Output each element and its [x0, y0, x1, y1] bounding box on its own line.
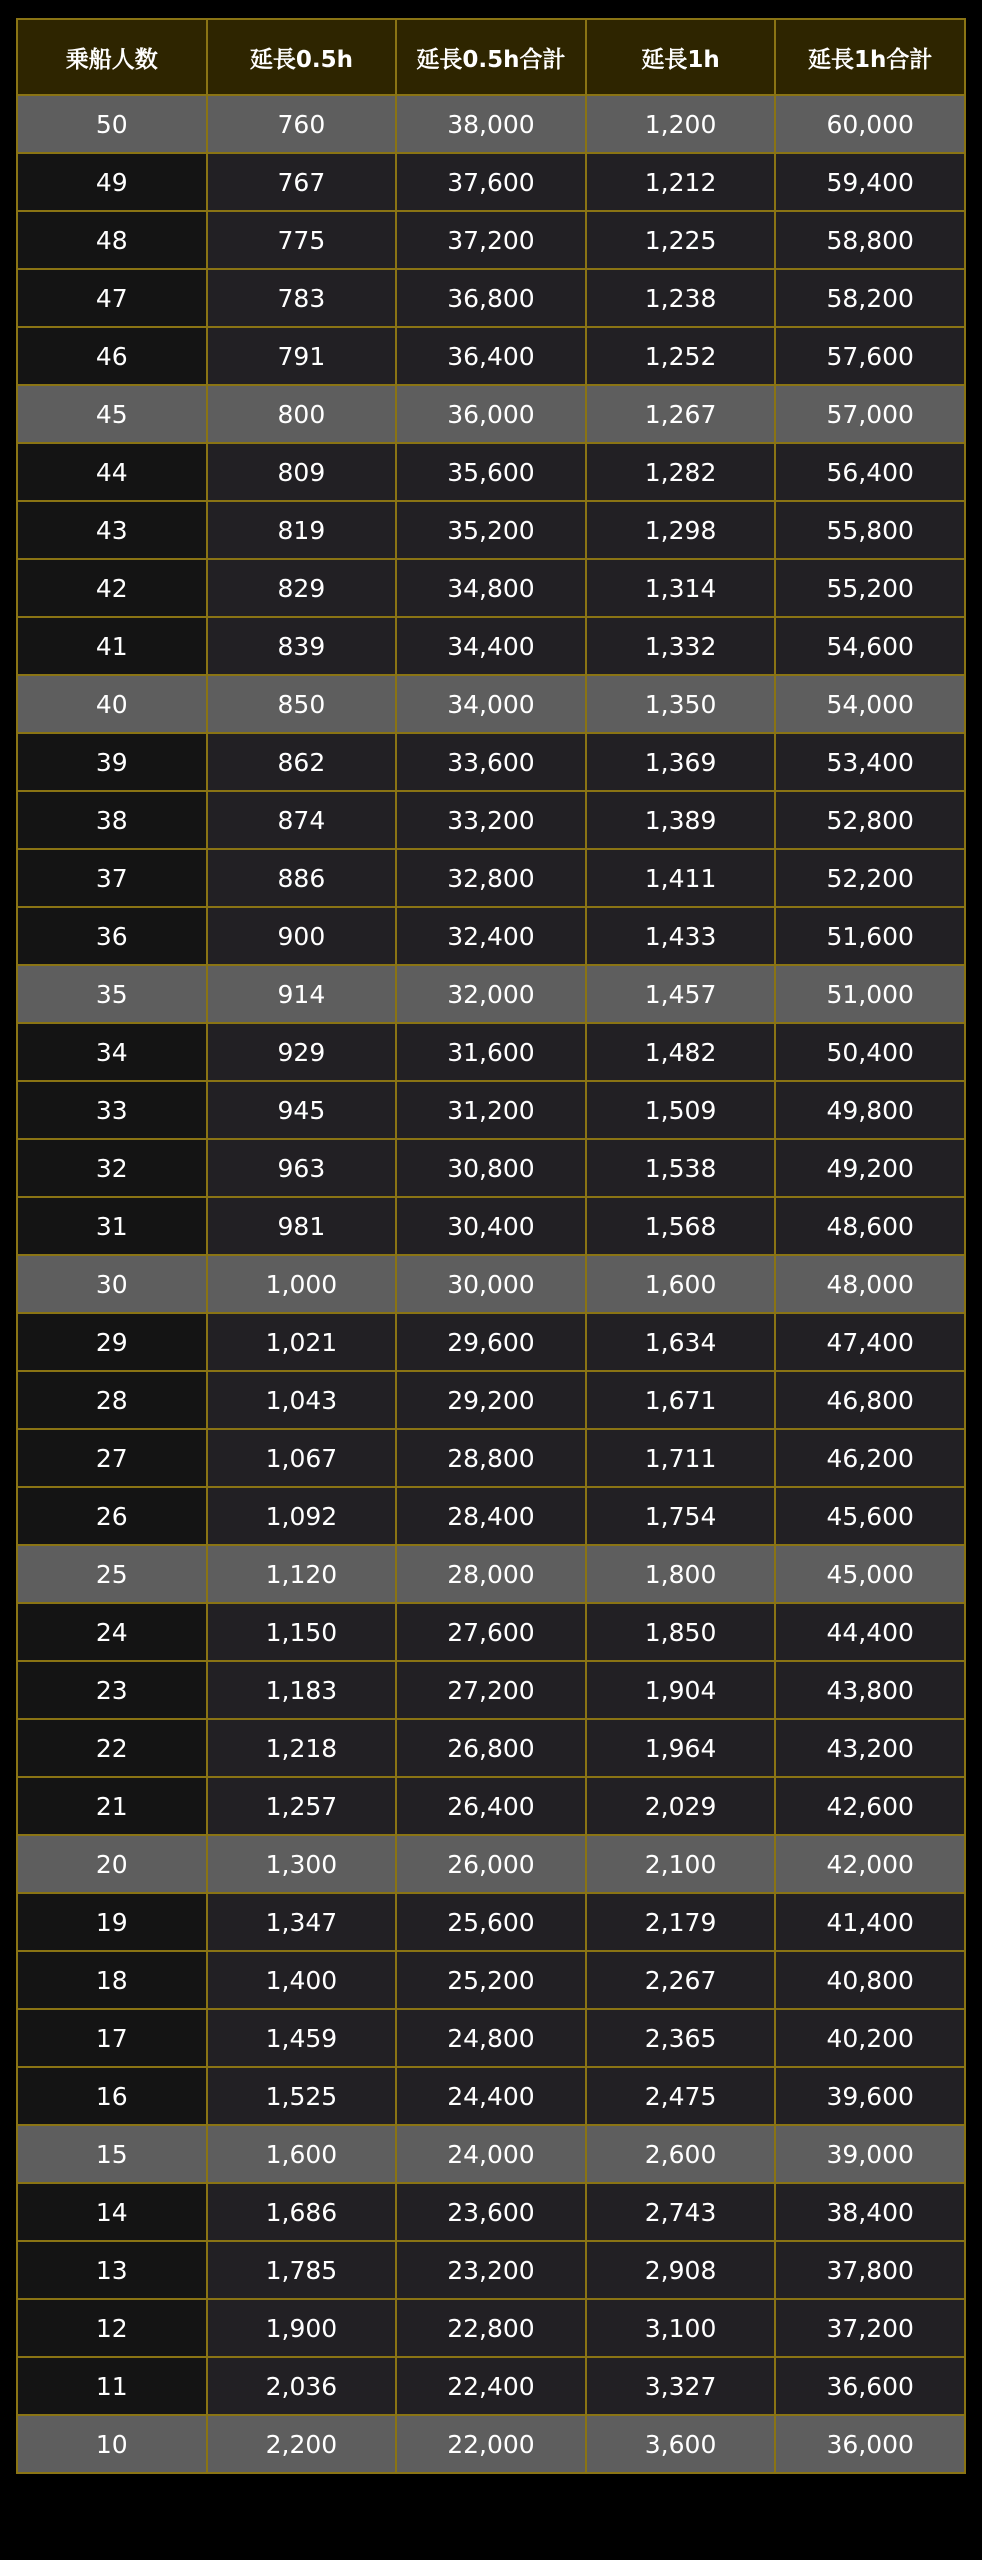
cell-extension-one-hour-total: 41,400	[775, 1893, 965, 1951]
cell-extension-one-hour: 1,433	[586, 907, 776, 965]
cell-extension-half-hour-total: 30,400	[396, 1197, 586, 1255]
table-row	[17, 675, 965, 733]
cell-extension-one-hour-total: 52,200	[775, 849, 965, 907]
cell-passengers: 40	[17, 675, 207, 733]
cell-passengers: 45	[17, 385, 207, 443]
cell-extension-one-hour-total: 46,200	[775, 1429, 965, 1487]
table-row	[17, 1777, 965, 1835]
cell-extension-one-hour-total: 59,400	[775, 153, 965, 211]
cell-extension-half-hour: 981	[207, 1197, 397, 1255]
table-row	[17, 849, 965, 907]
cell-extension-one-hour-total: 50,400	[775, 1023, 965, 1081]
table-row	[17, 791, 965, 849]
cell-passengers: 43	[17, 501, 207, 559]
cell-extension-one-hour: 1,671	[586, 1371, 776, 1429]
cell-passengers: 32	[17, 1139, 207, 1197]
cell-extension-half-hour: 1,686	[207, 2183, 397, 2241]
cell-extension-one-hour: 2,100	[586, 1835, 776, 1893]
cell-extension-one-hour-total: 53,400	[775, 733, 965, 791]
table-header-row	[17, 19, 965, 95]
cell-extension-half-hour: 963	[207, 1139, 397, 1197]
cell-passengers: 17	[17, 2009, 207, 2067]
cell-passengers: 22	[17, 1719, 207, 1777]
cell-extension-one-hour: 1,457	[586, 965, 776, 1023]
cell-passengers: 21	[17, 1777, 207, 1835]
cell-extension-half-hour: 775	[207, 211, 397, 269]
cell-extension-one-hour-total: 52,800	[775, 791, 965, 849]
cell-extension-one-hour: 1,411	[586, 849, 776, 907]
cell-passengers: 38	[17, 791, 207, 849]
cell-extension-half-hour: 767	[207, 153, 397, 211]
cell-extension-one-hour: 1,711	[586, 1429, 776, 1487]
cell-extension-one-hour: 2,743	[586, 2183, 776, 2241]
cell-extension-half-hour-total: 30,800	[396, 1139, 586, 1197]
cell-passengers: 41	[17, 617, 207, 675]
table-row	[17, 1371, 965, 1429]
cell-extension-half-hour: 800	[207, 385, 397, 443]
cell-extension-one-hour-total: 42,000	[775, 1835, 965, 1893]
cell-extension-half-hour: 886	[207, 849, 397, 907]
table-row	[17, 501, 965, 559]
cell-passengers: 12	[17, 2299, 207, 2357]
cell-extension-one-hour: 1,850	[586, 1603, 776, 1661]
cell-extension-one-hour-total: 58,800	[775, 211, 965, 269]
cell-extension-one-hour: 1,964	[586, 1719, 776, 1777]
table-row	[17, 2183, 965, 2241]
cell-passengers: 25	[17, 1545, 207, 1603]
cell-passengers: 30	[17, 1255, 207, 1313]
cell-extension-half-hour: 1,257	[207, 1777, 397, 1835]
cell-extension-half-hour-total: 35,600	[396, 443, 586, 501]
cell-extension-half-hour-total: 38,000	[396, 95, 586, 153]
cell-passengers: 16	[17, 2067, 207, 2125]
cell-extension-one-hour-total: 36,000	[775, 2415, 965, 2473]
table-row	[17, 1545, 965, 1603]
cell-extension-one-hour: 3,600	[586, 2415, 776, 2473]
cell-passengers: 24	[17, 1603, 207, 1661]
cell-extension-one-hour: 1,282	[586, 443, 776, 501]
cell-extension-one-hour-total: 43,200	[775, 1719, 965, 1777]
cell-extension-half-hour: 1,459	[207, 2009, 397, 2067]
table-row	[17, 327, 965, 385]
cell-extension-one-hour-total: 37,800	[775, 2241, 965, 2299]
table-row	[17, 1835, 965, 1893]
cell-extension-one-hour-total: 56,400	[775, 443, 965, 501]
table-row	[17, 617, 965, 675]
cell-extension-one-hour: 1,482	[586, 1023, 776, 1081]
cell-extension-half-hour-total: 25,200	[396, 1951, 586, 2009]
table-row	[17, 1255, 965, 1313]
table-row	[17, 1603, 965, 1661]
cell-passengers: 20	[17, 1835, 207, 1893]
cell-passengers: 42	[17, 559, 207, 617]
cell-passengers: 50	[17, 95, 207, 153]
cell-extension-one-hour: 1,754	[586, 1487, 776, 1545]
cell-extension-one-hour: 2,179	[586, 1893, 776, 1951]
cell-extension-half-hour: 850	[207, 675, 397, 733]
cell-extension-half-hour: 1,900	[207, 2299, 397, 2357]
cell-extension-half-hour-total: 36,000	[396, 385, 586, 443]
cell-passengers: 39	[17, 733, 207, 791]
table-row	[17, 269, 965, 327]
cell-extension-half-hour: 1,600	[207, 2125, 397, 2183]
table-row	[17, 1197, 965, 1255]
table-row	[17, 1139, 965, 1197]
table-row	[17, 2125, 965, 2183]
cell-extension-half-hour: 839	[207, 617, 397, 675]
cell-extension-half-hour-total: 26,800	[396, 1719, 586, 1777]
cell-passengers: 36	[17, 907, 207, 965]
cell-extension-one-hour: 1,369	[586, 733, 776, 791]
cell-extension-half-hour-total: 31,600	[396, 1023, 586, 1081]
cell-extension-half-hour: 791	[207, 327, 397, 385]
table-row	[17, 2299, 965, 2357]
table-row	[17, 1661, 965, 1719]
cell-extension-one-hour: 1,252	[586, 327, 776, 385]
cell-passengers: 48	[17, 211, 207, 269]
cell-extension-half-hour-total: 22,400	[396, 2357, 586, 2415]
cell-extension-one-hour: 1,568	[586, 1197, 776, 1255]
cell-extension-one-hour-total: 36,600	[775, 2357, 965, 2415]
cell-passengers: 47	[17, 269, 207, 327]
cell-extension-half-hour-total: 25,600	[396, 1893, 586, 1951]
cell-extension-half-hour-total: 31,200	[396, 1081, 586, 1139]
cell-extension-half-hour-total: 22,800	[396, 2299, 586, 2357]
cell-extension-one-hour-total: 51,000	[775, 965, 965, 1023]
cell-extension-one-hour-total: 40,200	[775, 2009, 965, 2067]
cell-passengers: 27	[17, 1429, 207, 1487]
cell-extension-one-hour-total: 45,000	[775, 1545, 965, 1603]
cell-passengers: 28	[17, 1371, 207, 1429]
table-row	[17, 1429, 965, 1487]
cell-extension-half-hour-total: 24,800	[396, 2009, 586, 2067]
cell-extension-half-hour-total: 23,600	[396, 2183, 586, 2241]
cell-extension-half-hour-total: 28,400	[396, 1487, 586, 1545]
cell-extension-half-hour-total: 33,200	[396, 791, 586, 849]
table-row	[17, 1023, 965, 1081]
cell-extension-half-hour-total: 32,000	[396, 965, 586, 1023]
cell-extension-half-hour: 760	[207, 95, 397, 153]
cell-extension-one-hour-total: 48,600	[775, 1197, 965, 1255]
cell-extension-half-hour: 1,150	[207, 1603, 397, 1661]
cell-extension-half-hour: 1,021	[207, 1313, 397, 1371]
cell-extension-half-hour: 2,200	[207, 2415, 397, 2473]
cell-extension-one-hour: 1,238	[586, 269, 776, 327]
cell-extension-half-hour-total: 28,800	[396, 1429, 586, 1487]
cell-extension-one-hour-total: 38,400	[775, 2183, 965, 2241]
cell-extension-one-hour-total: 42,600	[775, 1777, 965, 1835]
cell-extension-one-hour: 1,225	[586, 211, 776, 269]
table-row	[17, 2241, 965, 2299]
cell-extension-one-hour: 1,600	[586, 1255, 776, 1313]
cell-extension-half-hour: 1,525	[207, 2067, 397, 2125]
cell-extension-half-hour: 1,043	[207, 1371, 397, 1429]
table-row	[17, 2009, 965, 2067]
cell-extension-half-hour-total: 29,200	[396, 1371, 586, 1429]
cell-extension-one-hour-total: 57,600	[775, 327, 965, 385]
cell-extension-half-hour-total: 34,000	[396, 675, 586, 733]
cell-passengers: 18	[17, 1951, 207, 2009]
cell-extension-one-hour-total: 57,000	[775, 385, 965, 443]
cell-passengers: 19	[17, 1893, 207, 1951]
cell-extension-half-hour: 809	[207, 443, 397, 501]
cell-extension-half-hour-total: 34,400	[396, 617, 586, 675]
cell-passengers: 15	[17, 2125, 207, 2183]
cell-extension-half-hour-total: 33,600	[396, 733, 586, 791]
cell-extension-half-hour: 945	[207, 1081, 397, 1139]
cell-extension-half-hour: 1,120	[207, 1545, 397, 1603]
table-row	[17, 95, 965, 153]
header-extension-half-hour: 延長0.5h	[207, 19, 397, 95]
cell-passengers: 26	[17, 1487, 207, 1545]
cell-extension-one-hour: 1,634	[586, 1313, 776, 1371]
cell-extension-half-hour-total: 28,000	[396, 1545, 586, 1603]
cell-extension-half-hour-total: 37,600	[396, 153, 586, 211]
table-row	[17, 907, 965, 965]
cell-extension-half-hour: 1,218	[207, 1719, 397, 1777]
cell-extension-one-hour: 1,389	[586, 791, 776, 849]
cell-extension-half-hour: 874	[207, 791, 397, 849]
cell-extension-half-hour-total: 26,000	[396, 1835, 586, 1893]
cell-extension-one-hour: 1,509	[586, 1081, 776, 1139]
cell-passengers: 44	[17, 443, 207, 501]
cell-extension-half-hour: 1,183	[207, 1661, 397, 1719]
cell-extension-one-hour: 2,029	[586, 1777, 776, 1835]
table-row	[17, 443, 965, 501]
cell-extension-half-hour-total: 34,800	[396, 559, 586, 617]
cell-extension-one-hour-total: 46,800	[775, 1371, 965, 1429]
cell-extension-one-hour-total: 49,200	[775, 1139, 965, 1197]
cell-extension-half-hour: 1,300	[207, 1835, 397, 1893]
cell-extension-half-hour-total: 32,800	[396, 849, 586, 907]
table-row	[17, 1487, 965, 1545]
cell-passengers: 34	[17, 1023, 207, 1081]
cell-extension-one-hour-total: 39,000	[775, 2125, 965, 2183]
cell-extension-one-hour: 3,327	[586, 2357, 776, 2415]
table-row	[17, 211, 965, 269]
cell-extension-one-hour-total: 40,800	[775, 1951, 965, 2009]
table-row	[17, 153, 965, 211]
cell-extension-one-hour: 2,600	[586, 2125, 776, 2183]
cell-extension-one-hour: 1,332	[586, 617, 776, 675]
cell-extension-half-hour-total: 24,400	[396, 2067, 586, 2125]
cell-passengers: 14	[17, 2183, 207, 2241]
cell-extension-one-hour: 1,267	[586, 385, 776, 443]
cell-passengers: 10	[17, 2415, 207, 2473]
table-row	[17, 733, 965, 791]
cell-passengers: 37	[17, 849, 207, 907]
cell-extension-one-hour-total: 51,600	[775, 907, 965, 965]
header-extension-half-hour-total: 延長0.5h合計	[396, 19, 586, 95]
cell-extension-one-hour: 1,350	[586, 675, 776, 733]
cell-extension-half-hour: 929	[207, 1023, 397, 1081]
table-row	[17, 2067, 965, 2125]
cell-extension-one-hour: 1,200	[586, 95, 776, 153]
table-body	[17, 95, 965, 2473]
cell-extension-one-hour-total: 39,600	[775, 2067, 965, 2125]
cell-extension-one-hour: 1,314	[586, 559, 776, 617]
cell-extension-half-hour: 1,785	[207, 2241, 397, 2299]
cell-extension-half-hour-total: 30,000	[396, 1255, 586, 1313]
cell-extension-one-hour-total: 44,400	[775, 1603, 965, 1661]
cell-extension-half-hour-total: 29,600	[396, 1313, 586, 1371]
cell-passengers: 13	[17, 2241, 207, 2299]
table-row	[17, 385, 965, 443]
cell-extension-half-hour: 1,000	[207, 1255, 397, 1313]
cell-extension-half-hour: 1,092	[207, 1487, 397, 1545]
cell-extension-half-hour-total: 36,400	[396, 327, 586, 385]
cell-extension-one-hour: 2,908	[586, 2241, 776, 2299]
cell-extension-one-hour: 3,100	[586, 2299, 776, 2357]
cell-extension-half-hour: 862	[207, 733, 397, 791]
cell-extension-half-hour: 1,347	[207, 1893, 397, 1951]
cell-extension-half-hour: 2,036	[207, 2357, 397, 2415]
cell-extension-half-hour: 900	[207, 907, 397, 965]
header-extension-one-hour-total: 延長1h合計	[775, 19, 965, 95]
cell-passengers: 33	[17, 1081, 207, 1139]
cell-passengers: 35	[17, 965, 207, 1023]
cell-extension-one-hour: 1,212	[586, 153, 776, 211]
cell-extension-one-hour-total: 54,600	[775, 617, 965, 675]
cell-extension-half-hour: 829	[207, 559, 397, 617]
table-row	[17, 1951, 965, 2009]
cell-extension-one-hour: 2,475	[586, 2067, 776, 2125]
cell-extension-half-hour-total: 24,000	[396, 2125, 586, 2183]
cell-extension-one-hour: 1,904	[586, 1661, 776, 1719]
table-row	[17, 559, 965, 617]
cell-extension-half-hour-total: 32,400	[396, 907, 586, 965]
cell-extension-half-hour: 1,067	[207, 1429, 397, 1487]
cell-extension-one-hour-total: 37,200	[775, 2299, 965, 2357]
header-extension-one-hour: 延長1h	[586, 19, 776, 95]
price-table	[16, 18, 966, 2474]
cell-extension-one-hour-total: 43,800	[775, 1661, 965, 1719]
cell-extension-one-hour-total: 48,000	[775, 1255, 965, 1313]
cell-extension-half-hour-total: 36,800	[396, 269, 586, 327]
header-passengers: 乗船人数	[17, 19, 207, 95]
cell-passengers: 31	[17, 1197, 207, 1255]
cell-extension-one-hour-total: 49,800	[775, 1081, 965, 1139]
cell-extension-one-hour-total: 60,000	[775, 95, 965, 153]
cell-extension-half-hour-total: 22,000	[396, 2415, 586, 2473]
table-row	[17, 1719, 965, 1777]
cell-extension-half-hour-total: 27,600	[396, 1603, 586, 1661]
table-row	[17, 2415, 965, 2473]
cell-extension-one-hour: 1,800	[586, 1545, 776, 1603]
cell-passengers: 11	[17, 2357, 207, 2415]
cell-extension-half-hour-total: 37,200	[396, 211, 586, 269]
cell-extension-one-hour: 1,298	[586, 501, 776, 559]
table-row	[17, 1893, 965, 1951]
cell-extension-one-hour-total: 54,000	[775, 675, 965, 733]
cell-extension-one-hour-total: 47,400	[775, 1313, 965, 1371]
cell-extension-one-hour: 2,267	[586, 1951, 776, 2009]
cell-extension-one-hour-total: 55,800	[775, 501, 965, 559]
cell-passengers: 49	[17, 153, 207, 211]
cell-extension-half-hour: 914	[207, 965, 397, 1023]
table-row	[17, 2357, 965, 2415]
cell-extension-half-hour-total: 23,200	[396, 2241, 586, 2299]
cell-passengers: 29	[17, 1313, 207, 1371]
cell-extension-one-hour-total: 55,200	[775, 559, 965, 617]
cell-extension-half-hour: 819	[207, 501, 397, 559]
cell-extension-half-hour: 783	[207, 269, 397, 327]
cell-extension-one-hour: 1,538	[586, 1139, 776, 1197]
price-table-container	[16, 18, 966, 2474]
cell-extension-one-hour: 2,365	[586, 2009, 776, 2067]
cell-extension-one-hour-total: 58,200	[775, 269, 965, 327]
cell-extension-half-hour-total: 27,200	[396, 1661, 586, 1719]
table-row	[17, 965, 965, 1023]
table-row	[17, 1081, 965, 1139]
table-row	[17, 1313, 965, 1371]
cell-passengers: 23	[17, 1661, 207, 1719]
cell-extension-half-hour: 1,400	[207, 1951, 397, 2009]
cell-extension-half-hour-total: 26,400	[396, 1777, 586, 1835]
cell-extension-half-hour-total: 35,200	[396, 501, 586, 559]
cell-passengers: 46	[17, 327, 207, 385]
cell-extension-one-hour-total: 45,600	[775, 1487, 965, 1545]
